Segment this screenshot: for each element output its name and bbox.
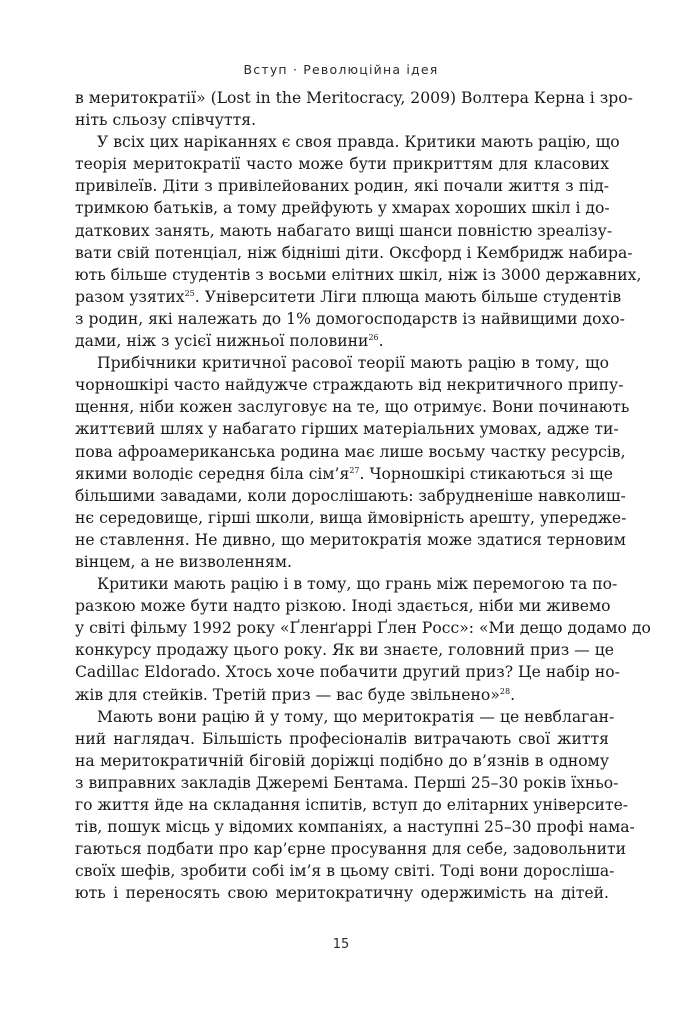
text-line <box>75 617 651 639</box>
line-text: дами, ніж з усієї нижньої половини <box>75 332 369 351</box>
line-text: тримкою батьків, а тому дрейфують у хмарах хороших шкіл і до- <box>75 199 610 218</box>
line-text: разом узятих <box>75 287 185 306</box>
line-text: Критики мають рацію і в тому, що грань між перемогою та по- <box>97 575 618 594</box>
line-text: з родин, які належать до 1% домогосподарств із найвищими дохо- <box>75 309 625 328</box>
text-line <box>75 308 625 330</box>
text-line <box>75 418 619 440</box>
text-line <box>75 374 624 396</box>
line-text: даткових занять, мають набагато вищі шанси повністю зреалізу- <box>75 221 613 240</box>
line-text: у світі фільму 1992 року «Ґленґаррі Ґлен Росс»: «Ми дещо додамо до <box>75 619 651 638</box>
line-text: вати свій потенціал, ніж бідніші діти. Оксфорд і Кембридж набира- <box>75 243 633 262</box>
text-line <box>75 441 626 463</box>
line-text: ють і переносять свою меритократичну одержимість на дітей. <box>75 884 609 903</box>
running-header: Вступ · Революційна ідея <box>243 62 439 77</box>
text-line <box>75 860 615 882</box>
text-line <box>75 220 613 242</box>
text-line <box>75 728 609 750</box>
text-line <box>75 131 620 153</box>
text-line <box>75 706 615 728</box>
line-text: разкою може бути надто різкою. Іноді здається, ніби ми живемо <box>75 597 611 616</box>
text-line <box>75 661 620 683</box>
line-text: гаються подбати про кар’єрне просування для себе, задовольнити <box>75 840 627 859</box>
line-text: привілеїв. Діти з привілейованих родин, які почали життя з під- <box>75 177 609 196</box>
line-text: з виправних закладів Джеремі Бентама. Перші 25–30 років їхньо- <box>75 773 619 792</box>
line-text: щення, ніби кожен заслуговує на те, що отримує. Вони починають <box>75 398 630 417</box>
line-text: Мають вони рацію й у тому, що меритократія — це невблаган- <box>97 707 615 726</box>
text-line <box>75 529 626 551</box>
text-line <box>75 463 613 485</box>
text-line <box>75 330 609 352</box>
text-line <box>75 595 609 617</box>
line-text: го життя йде на складання іспитів, вступ до елітарних університе- <box>75 796 629 814</box>
text-line <box>75 551 609 573</box>
text-line <box>75 816 635 838</box>
text-line <box>75 197 609 219</box>
line-text: Cadillac Eldorado. Хтось хоче побачити другий приз? Це набір но- <box>75 663 620 682</box>
body-text <box>75 87 651 904</box>
line-text: в меритократії» (Lost in the Meritocracy, 2009) Волтера Керна і зро- <box>75 89 633 107</box>
line-text: не ставлення. Не дивно, що меритократія може здатися терновим <box>75 530 626 549</box>
text-line <box>75 87 633 109</box>
text-line <box>75 485 626 507</box>
footnote-ref: 26 <box>368 332 379 342</box>
line-text: нє середовище, гірші школи, вища ймовірність арешту, упередже- <box>75 508 627 527</box>
line-text-after: . Університети Ліги плюща мають більше студентів <box>194 287 622 306</box>
text-line <box>75 264 642 286</box>
text-line <box>75 175 609 197</box>
text-line <box>75 838 627 860</box>
text-line <box>75 573 618 595</box>
line-text: теорія меритократії часто може бути прикриттям для класових <box>75 155 609 174</box>
line-text: якими володіє середня біла сім’я <box>75 464 350 483</box>
page-number: 15 <box>332 937 350 952</box>
footnote-ref: 27 <box>349 465 360 475</box>
text-line <box>75 396 630 418</box>
text-line <box>75 750 609 772</box>
text-line <box>75 772 619 794</box>
line-text: Прибічники критичної расової теорії мають рацію в тому, що <box>97 354 609 373</box>
text-line <box>75 639 614 661</box>
line-text-after: . Чорношкірі стикаються зі ще <box>359 464 613 483</box>
line-text: ють більше студентів з восьми елітних шкіл, ніж із 3000 державних, <box>75 265 642 284</box>
line-text: пова афроамериканська родина має лише восьму частку ресурсів, <box>75 442 626 461</box>
line-text: життєвий шлях у набагато гірших матеріальних умовах, адже ти- <box>75 420 619 439</box>
line-text: чорношкірі часто найдужче страждають від некритичного припу- <box>75 376 624 395</box>
line-text: ний наглядач. Більшість професіоналів витрачають свої життя <box>75 729 609 748</box>
text-line <box>75 242 633 264</box>
text-line <box>75 109 609 131</box>
line-text: жів для стейків. Третій приз — вас буде звільнено» <box>75 685 500 704</box>
text-line <box>75 794 629 816</box>
line-text: вінцем, а не визволенням. <box>75 552 292 571</box>
line-text: тів, пошук місць у відомих компаніях, а наступні 25–30 профі нама- <box>75 818 635 837</box>
text-line <box>75 153 609 175</box>
line-text-after: . <box>510 685 516 704</box>
footnote-ref: 28 <box>499 686 511 696</box>
text-line <box>75 507 627 529</box>
line-text: більшими завадами, коли дорослішають: забрудненіше навколиш- <box>75 486 626 505</box>
text-line <box>75 882 609 904</box>
line-text: У всіх цих наріканнях є своя правда. Критики мають рацію, що <box>97 133 620 152</box>
line-text: конкурсу продажу цього року. Як ви знаєте, головний приз — це <box>75 641 614 660</box>
line-text: ніть сльозу співчуття. <box>75 111 257 130</box>
text-line <box>75 684 609 706</box>
line-text-after: . <box>378 332 384 351</box>
line-text: своїх шефів, зробити собі ім’я в цьому світі. Тоді вони дорослішa- <box>75 862 615 881</box>
footnote-ref: 25 <box>184 288 195 298</box>
text-line <box>75 286 622 308</box>
text-line <box>75 352 609 374</box>
line-text: на меритократичній біговій доріжці подібно до в’язнів в одному <box>75 751 609 770</box>
